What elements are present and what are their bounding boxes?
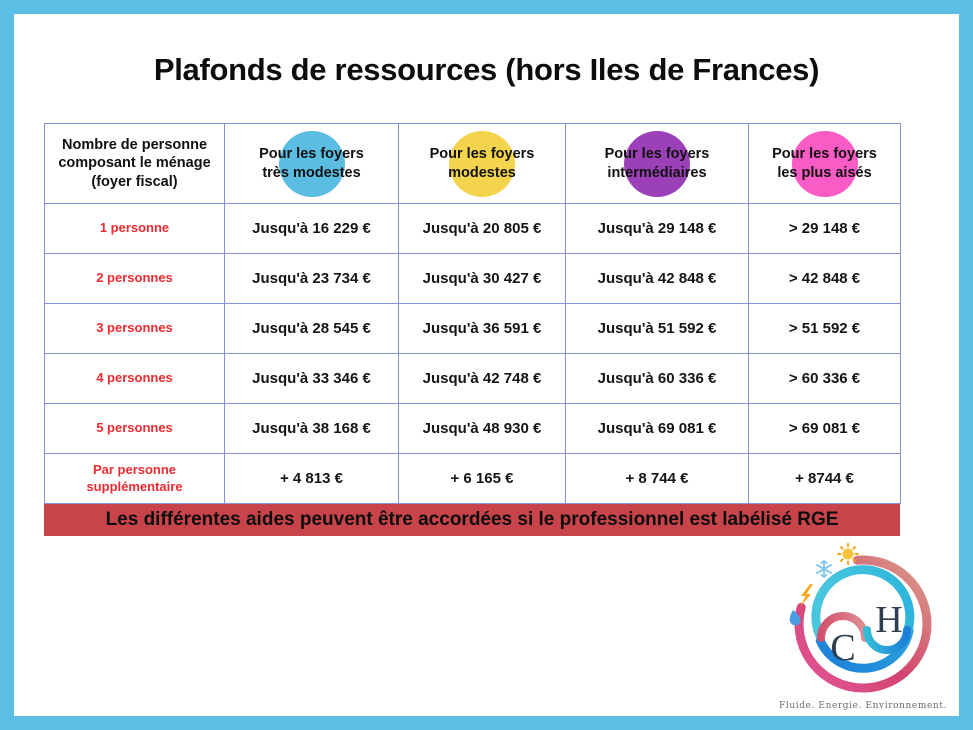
resource-ceiling-table-wrap bbox=[44, 123, 900, 536]
logo-tagline: Fluide. Energie. Environnement. bbox=[779, 701, 947, 711]
row-label: 1 personne bbox=[45, 204, 225, 254]
value-cell: Jusqu'à 29 148 € bbox=[566, 204, 749, 254]
header-label: Nombre de personne composant le ménage (foyer fiscal) bbox=[58, 137, 211, 190]
value-cell: > 29 148 € bbox=[749, 204, 901, 254]
value-cell: Jusqu'à 42 848 € bbox=[566, 254, 749, 304]
value-cell: Jusqu'à 60 336 € bbox=[566, 354, 749, 404]
header-tres-modestes bbox=[225, 124, 399, 204]
value-cell: + 8 744 € bbox=[566, 454, 749, 504]
logo-letter-h: H bbox=[875, 599, 903, 641]
value-cell: > 69 081 € bbox=[749, 404, 901, 454]
header-intermediaires bbox=[566, 124, 749, 204]
header-plus-aises bbox=[749, 124, 901, 204]
table-header-row bbox=[45, 124, 901, 204]
value-cell: Jusqu'à 20 805 € bbox=[399, 204, 566, 254]
value-cell: > 60 336 € bbox=[749, 354, 901, 404]
value-cell: > 42 848 € bbox=[749, 254, 901, 304]
value-cell: > 51 592 € bbox=[749, 304, 901, 354]
rge-banner: Les différentes aides peuvent être accordées si le professionnel est labélisé RGE bbox=[44, 504, 900, 536]
table-row bbox=[45, 204, 901, 254]
company-logo-icon bbox=[781, 542, 945, 694]
value-cell: Jusqu'à 38 168 € bbox=[225, 404, 399, 454]
header-label: Pour les foyers intermédiaires bbox=[604, 146, 710, 181]
page-title: Plafonds de ressources (hors Iles de Frances) bbox=[153, 52, 820, 87]
table-row bbox=[45, 254, 901, 304]
header-modestes bbox=[399, 124, 566, 204]
value-cell: + 8744 € bbox=[749, 454, 901, 504]
value-cell: Jusqu'à 33 346 € bbox=[225, 354, 399, 404]
value-cell: Jusqu'à 23 734 € bbox=[225, 254, 399, 304]
row-label: Par personne supplémentaire bbox=[45, 454, 225, 504]
value-cell: Jusqu'à 48 930 € bbox=[399, 404, 566, 454]
row-label: 3 personnes bbox=[45, 304, 225, 354]
value-cell: Jusqu'à 16 229 € bbox=[225, 204, 399, 254]
value-cell: Jusqu'à 30 427 € bbox=[399, 254, 566, 304]
resource-ceiling-table bbox=[44, 123, 901, 504]
row-label: 2 personnes bbox=[45, 254, 225, 304]
table-row bbox=[45, 304, 901, 354]
value-cell: + 6 165 € bbox=[399, 454, 566, 504]
table-row bbox=[45, 404, 901, 454]
row-label: 5 personnes bbox=[45, 404, 225, 454]
value-cell: Jusqu'à 42 748 € bbox=[399, 354, 566, 404]
snowflake-icon bbox=[817, 561, 831, 577]
header-household-size bbox=[45, 124, 225, 204]
lightning-icon bbox=[800, 584, 813, 607]
company-logo bbox=[773, 542, 953, 711]
value-cell: Jusqu'à 51 592 € bbox=[566, 304, 749, 354]
row-label: 4 personnes bbox=[45, 354, 225, 404]
header-label: Pour les foyers très modestes bbox=[259, 146, 364, 181]
value-cell: + 4 813 € bbox=[225, 454, 399, 504]
header-label: Pour les foyers modestes bbox=[429, 146, 535, 181]
value-cell: Jusqu'à 36 591 € bbox=[399, 304, 566, 354]
value-cell: Jusqu'à 28 545 € bbox=[225, 304, 399, 354]
logo-letter-c: C bbox=[830, 627, 856, 669]
value-cell: Jusqu'à 69 081 € bbox=[566, 404, 749, 454]
header-label: Pour les foyers les plus aisés bbox=[772, 146, 877, 181]
sun-icon bbox=[838, 544, 858, 564]
table-row bbox=[45, 454, 901, 504]
table-row bbox=[45, 354, 901, 404]
